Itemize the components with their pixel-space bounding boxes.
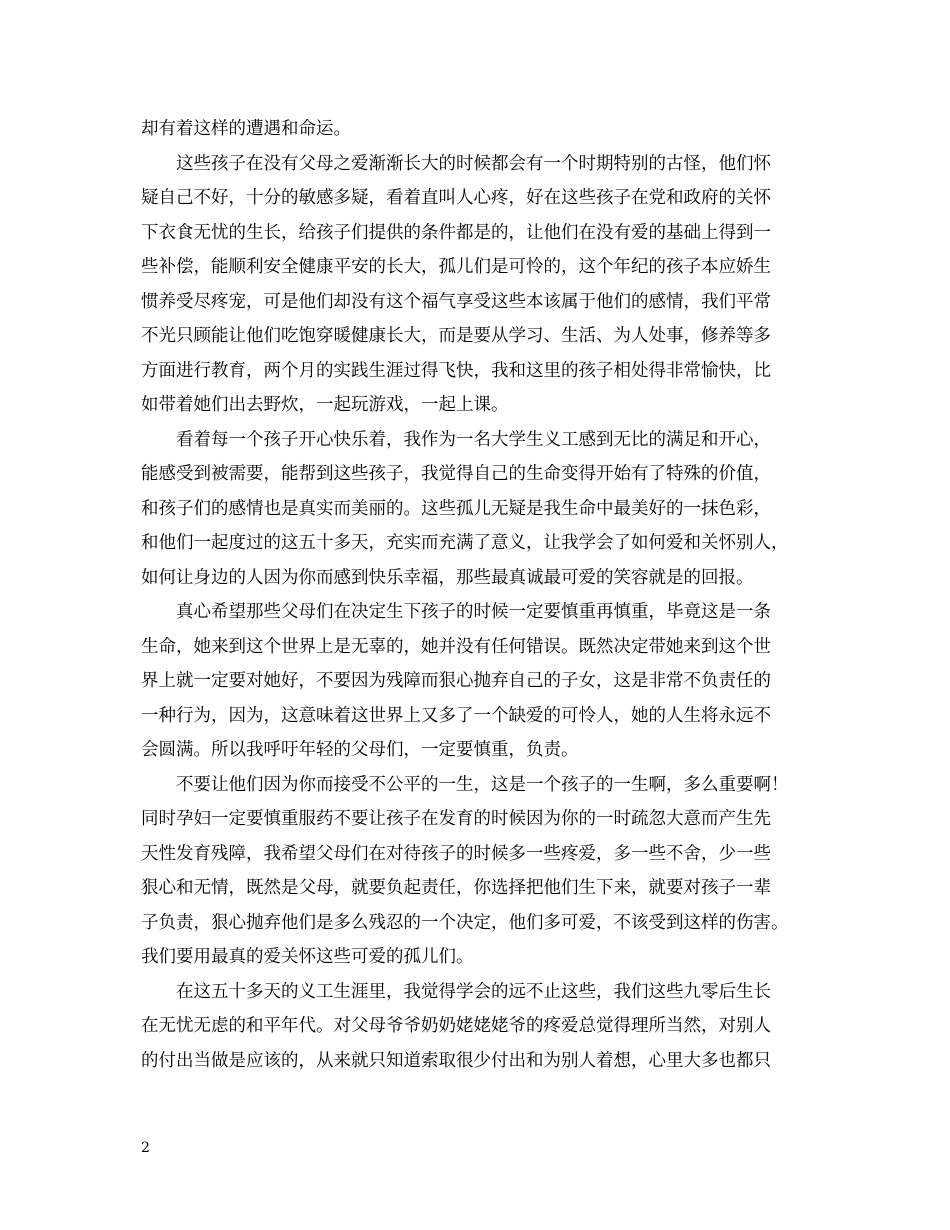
text-line: 天性发育残障，我希望父母们在对待孩子的时候多一些疼爱，多一些不舍，少一些 bbox=[141, 843, 771, 864]
paragraph-first-line: 看着每一个孩子开心快乐着，我作为一名大学生义工感到无比的满足和开心， bbox=[176, 429, 771, 450]
text-line: 子负责，狠心抛弃他们是多么残忍的一个决定，他们多可爱，不该受到这样的伤害。 bbox=[141, 912, 789, 933]
text-line: 疑自己不好，十分的敏感多疑，看着直叫人心疼，好在这些孩子在党和政府的关怀 bbox=[141, 188, 771, 208]
paragraph-first-line: 不要让他们因为你而接受不公平的一生，这是一个孩子的一生啊，多么重要啊！ bbox=[176, 774, 789, 795]
text-line: 方面进行教育，两个月的实践生涯过得飞快，我和这里的孩子相处得非常愉快，比 bbox=[141, 360, 771, 381]
text-line: 却有着这样的遭遇和命运。 bbox=[141, 119, 351, 139]
text-line: 我们要用最真的爱关怀这些可爱的孤儿们。 bbox=[141, 947, 474, 967]
page-number: 2 bbox=[141, 1140, 150, 1156]
text-line: 些补偿，能顺利安全健康平安的长大，孤儿们是可怜的，这个年纪的孩子本应娇生 bbox=[141, 257, 771, 277]
paragraph-first-line: 在这五十多天的义工生涯里，我觉得学会的远不止这些，我们这些九零后生长 bbox=[176, 981, 771, 1002]
text-line: 会圆满。所以我呼吁年轻的父母们，一定要慎重，负责。 bbox=[141, 740, 579, 760]
paragraph-first-line: 这些孩子在没有父母之爱渐渐长大的时候都会有一个时期特别的古怪，他们怀 bbox=[176, 153, 771, 174]
text-line: 狠心和无情，既然是父母，就要负起责任，你选择把他们生下来，就要对孩子一辈 bbox=[141, 878, 771, 898]
text-line: 同时孕妇一定要慎重服药不要让孩子在发育的时候因为你的一时疏忽大意而产生先 bbox=[141, 809, 771, 829]
text-line: 界上就一定要对她好，不要因为残障而狠心抛弃自己的子女，这是非常不负责任的 bbox=[141, 671, 771, 691]
text-line: 不光只顾能让他们吃饱穿暖健康长大，而是要从学习、生活、为人处事，修养等多 bbox=[141, 326, 771, 346]
text-line: 下衣食无忧的生长，给孩子们提供的条件都是的，让他们在没有爱的基础上得到一 bbox=[141, 222, 771, 243]
text-line: 惯养受尽疼宠，可是他们却没有这个福气享受这些本该属于他们的感情，我们平常 bbox=[141, 291, 771, 312]
text-line: 一种行为，因为，这意味着这世界上又多了一个缺爱的可怜人，她的人生将永远不 bbox=[141, 705, 771, 726]
text-line: 能感受到被需要，能帮到这些孩子，我觉得自己的生命变得开始有了特殊的价值， bbox=[141, 464, 771, 484]
text-line: 生命，她来到这个世界上是无辜的，她并没有任何错误。既然决定带她来到这个世 bbox=[141, 636, 771, 657]
text-line: 如何让身边的人因为你而感到快乐幸福，那些最真诚最可爱的笑容就是的回报。 bbox=[141, 567, 754, 588]
text-line: 和孩子们的感情也是真实而美丽的。这些孤儿无疑是我生命中最美好的一抹色彩， bbox=[141, 498, 771, 519]
paragraph-first-line: 真心希望那些父母们在决定生下孩子的时候一定要慎重再慎重，毕竟这是一条 bbox=[176, 602, 771, 622]
text-line: 在无忧无虑的和平年代。对父母爷爷奶奶姥姥姥爷的疼爱总觉得理所当然，对别人 bbox=[141, 1016, 771, 1036]
text-line: 和他们一起度过的这五十多天，充实而充满了意义，让我学会了如何爱和关怀别人， bbox=[141, 533, 789, 553]
text-line: 如带着她们出去野炊，一起玩游戏，一起上课。 bbox=[141, 395, 509, 415]
text-line: 的付出当做是应该的，从来就只知道索取很少付出和为别人着想，心里大多也都只 bbox=[141, 1050, 771, 1071]
